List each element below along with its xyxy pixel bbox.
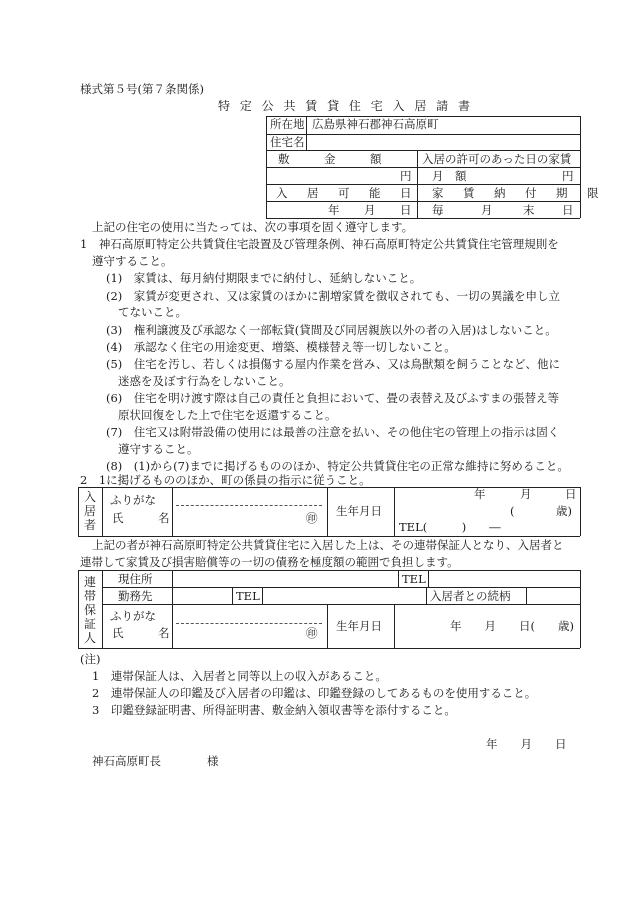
subitem-2-line-2: てないこと。 <box>118 305 187 319</box>
deposit-yen: 円 <box>400 169 412 183</box>
subitem-7-line-1: (7) 住宅又は附帯設備の使用には最善の注意を払い、その他住宅の管理上の指示は固く <box>106 425 560 439</box>
move-in-month: 月 <box>364 203 376 217</box>
form-number: 様式第５号(第７条関係) <box>80 82 204 96</box>
rent-monthly: 月 額 <box>432 169 467 183</box>
subitem-2-line-1: (2) 家賃が変更され、又は家賃のほかに割増家賃を徴収されても、一切の異議を申し立 <box>106 289 560 303</box>
subitem-3: (3) 権利譲渡及び承認なく一部転貸(貸間及び同居親族以外の者の入居)はしないこと。 <box>106 323 557 337</box>
resident-seal-icon: ㊞ <box>306 511 318 525</box>
guarantor-relation-label: 入居者との続柄 <box>430 589 511 603</box>
resident-side-label: 入居者 <box>83 490 96 532</box>
location-value: 広島県神石郡神石高原町 <box>312 117 439 131</box>
resident-name-label: 氏 名 <box>112 511 170 525</box>
subitem-6-line-1: (6) 住宅を明け渡す際は自己の責任と負担において、畳の表替え及びふすまの張替え等 <box>106 391 560 405</box>
due-end: 末 <box>523 203 535 217</box>
subitem-5-line-2: 迷惑を及ぼす行為をしないこと。 <box>118 374 291 388</box>
guarantor-paragraph-line-2: 連帯して家賃及び損害賠償等の一切の債務を極度額の範囲で負担します。 <box>80 555 459 569</box>
guarantor-address-label: 現住所 <box>118 572 153 586</box>
move-in-day: 日 <box>400 203 412 217</box>
item-1-line-2: 遵守すること。 <box>92 254 173 268</box>
page-title: 特 定 公 共 賃 貸 住 宅 入 居 請 書 <box>218 99 473 113</box>
notes-heading: (注) <box>80 652 101 666</box>
resident-furigana-label: ふりがな <box>110 493 156 507</box>
guarantor-work-tel-label: TEL <box>236 589 260 603</box>
resident-age-open: ( <box>510 504 515 518</box>
guarantor-workplace-label: 勤務先 <box>118 589 153 603</box>
addressee: 神石高原町長 様 <box>92 754 219 768</box>
item-2: 2 1に掲げるもののほか、町の係員の指示に従うこと。 <box>80 473 371 487</box>
note-1: 1 連帯保証人は、入居者と同等以上の収入があること。 <box>92 669 387 683</box>
move-in-label: 入 居 可 能 日 <box>276 186 416 200</box>
subitem-7-line-2: 遵守すること。 <box>118 442 199 456</box>
resident-birth-month: 月 <box>520 487 532 501</box>
resident-birth-year: 年 <box>474 487 486 501</box>
resident-tel: TEL( ) ― <box>399 520 501 534</box>
rent-label: 入居の許可のあった日の家賃 <box>422 152 572 166</box>
note-2: 2 連帯保証人の印鑑及び入居者の印鑑は、印鑑登録のしてあるものを使用すること。 <box>92 686 537 700</box>
deposit-label: 敷 金 額 <box>278 152 382 166</box>
guarantor-name-label: 氏 名 <box>112 626 170 640</box>
due-every: 毎 <box>432 203 444 217</box>
guarantor-side-label: 連帯保証人 <box>83 575 96 645</box>
subitem-4: (4) 承認なく住宅の用途変更、増築、模様替え等一切しないこと。 <box>106 340 456 354</box>
subitem-5-line-1: (5) 住宅を汚し、若しくは損傷する屋内作業を営み、又は鳥獣類を飼うことなど、他に <box>106 357 560 371</box>
guarantor-seal-icon: ㊞ <box>306 626 318 640</box>
due-month: 月 <box>481 203 493 217</box>
subitem-8: (8) (1)から(7)までに掲げるもののほか、特定公共賃貸住宅の正常な維持に努めること。 <box>106 459 569 473</box>
date-line: 年 月 日 <box>486 737 567 751</box>
location-label: 所在地 <box>270 117 305 131</box>
guarantor-furigana-label: ふりがな <box>110 609 156 623</box>
note-3: 3 印鑑登録証明書、所得証明書、敷金納入領収書等を添付すること。 <box>92 703 456 717</box>
house-name-label: 住宅名 <box>270 135 305 149</box>
guarantor-home-tel-label: TEL <box>402 572 426 586</box>
resident-birth-day: 日 <box>565 487 577 501</box>
subitem-6-line-2: 原状回復をした上で住宅を返還すること。 <box>118 408 337 422</box>
guarantor-birth-value: 年 月 日( 歳) <box>450 619 574 633</box>
due-label: 家 賃 納 付 期 限 <box>432 186 603 200</box>
guarantor-paragraph-line-1: 上記の者が神石高原町特定公共賃貸住宅に入居した上は、その連帯保証人となり、入居者と <box>92 538 564 552</box>
move-in-year: 年 <box>328 203 340 217</box>
due-day: 日 <box>562 203 574 217</box>
resident-age-close: 歳) <box>556 504 572 518</box>
item-1-line-1: 1 神石高原町特定公共賃貸住宅設置及び管理条例、神石高原町特定公共賃貸住宅管理規則を <box>80 237 559 251</box>
guarantor-birth-label: 生年月日 <box>336 619 382 633</box>
resident-birth-label: 生年月日 <box>336 504 382 518</box>
intro-text: 上記の住宅の使用に当たっては、次の事項を固く遵守します。 <box>92 220 414 234</box>
rent-yen: 円 <box>562 169 574 183</box>
subitem-1: (1) 家賃は、毎月納付期限までに納付し、延納しないこと。 <box>106 271 422 285</box>
